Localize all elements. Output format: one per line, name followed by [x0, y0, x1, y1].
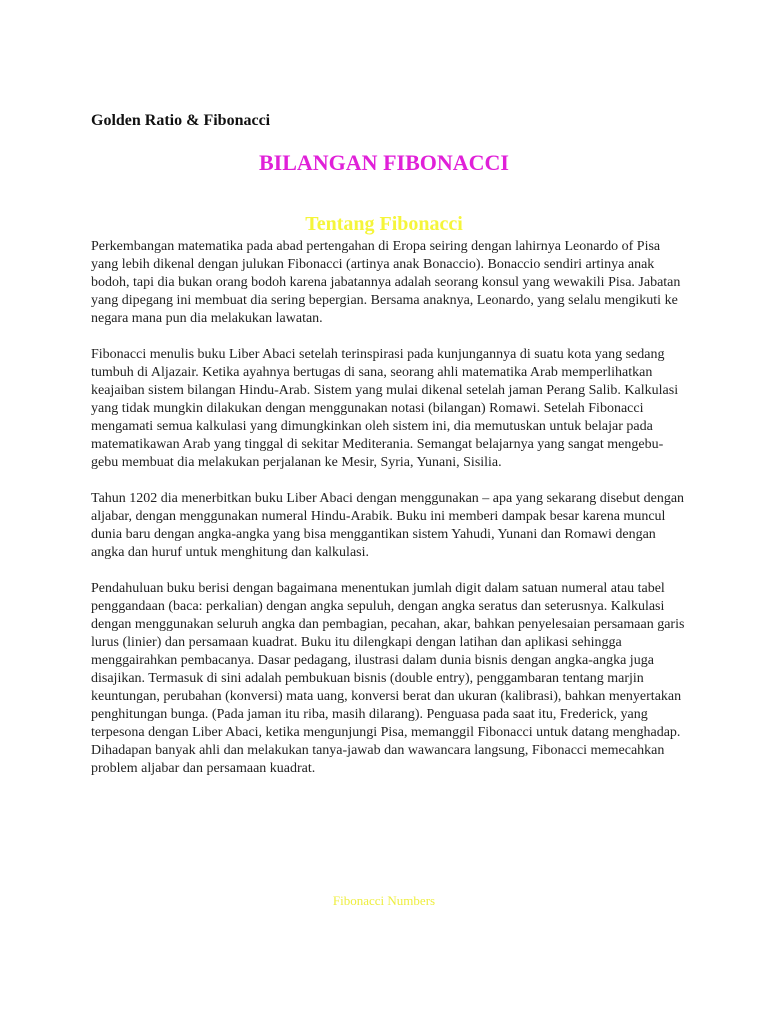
- paragraph-3: Tahun 1202 dia menerbitkan buku Liber Abaci dengan menggunakan – apa yang sekarang disebut dengan aljabar, dengan menggunakan numeral Hindu-Arabik. Buku ini memberi dampak besar karena muncul dunia baru dengan angka-angka yang bisa menggantikan sistem Yahudi, Yunani dan Romawi dengan angka dan huruf untuk menghitung dan kalkulasi.: [91, 491, 685, 560]
- fibonacci-numbers-link[interactable]: Fibonacci Numbers: [332, 893, 436, 908]
- main-title: BILANGAN FIBONACCI: [259, 150, 509, 175]
- paragraph-2: Fibonacci menulis buku Liber Abaci setelah terinspirasi pada kunjungannya di suatu kota yang sedang tumbuh di Aljazair. Ketika ayahnya bertugas di sana, seorang ahli matematika Arab memperlihatkan keajaiban sistem bilangan Hindu-Arab. Sistem yang mulai dikenal setelah jaman Perang Salib. Kalkulasi yang tidak mungkin dilakukan dengan menggunakan notasi (bilangan) Romawi. Setelah Fibonacci mengamati semua kalkulasi yang dimungkinkan oleh sistem ini, dia memutuskan untuk belajar pada matematikawan Arab yang tinggal di sekitar Mediterania. Semangat belajarnya yang sangat mengebu-gebu membuat dia melakukan perjalanan ke Mesir, Syria, Yunani, Sisilia.: [91, 347, 679, 470]
- paragraph-4: Pendahuluan buku berisi dengan bagaimana menentukan jumlah digit dalam satuan numeral atau tabel penggandaan (baca: perkalian) dengan angka sepuluh, dengan angka seratus dan seterusnya. Kalkulasi dengan menggunakan seluruh angka dan pembagian, pecahan, akar, bahkan penyelesaian persamaan garis lurus (linier) dan persamaan kuadrat. Buku itu dilengkapi dengan latihan dan aplikasi sehingga menggairahkan pembacanya. Dasar pedagang, ilustrasi dalam dunia bisnis dengan angka-angka juga disajikan. Termasuk di sini adalah pembukuan bisnis (double entry), penggambaran tentang marjin keuntungan, perubahan (konversi) mata uang, konversi berat dan ukuran (kalibrasi), bahkan menyertakan penghitungan bunga. (Pada jaman itu riba, masih dilarang). Penguasa pada saat itu, Frederick, yang terpesona dengan Liber Abaci, ketika mengunjungi Pisa, memanggil Fibonacci untuk datang menghadap. Dihadapan banyak ahli dan melakukan tanya-jawab dan wawancara langsung, Fibonacci memecahkan problem aljabar dan persamaan kuadrat.: [91, 581, 685, 776]
- document-heading: Golden Ratio & Fibonacci: [91, 112, 271, 129]
- paragraph-1: Perkembangan matematika pada abad pertengahan di Eropa seiring dengan lahirnya Leonardo of Pisa yang lebih dikenal dengan julukan Fibonacci (artinya anak Bonaccio). Bonaccio sendiri artinya anak bodoh, tapi dia bukan orang bodoh karena jabatannya adalah seorang konsul yang wewakili Pisa. Jabatan yang dipegang ini membuat dia sering bepergian. Bersama anaknya, Leonardo, yang selalu mengikuti ke negara mana pun dia melakukan lawatan.: [91, 239, 681, 326]
- section-title: Tentang Fibonacci: [305, 213, 463, 235]
- article-body: [91, 238, 687, 796]
